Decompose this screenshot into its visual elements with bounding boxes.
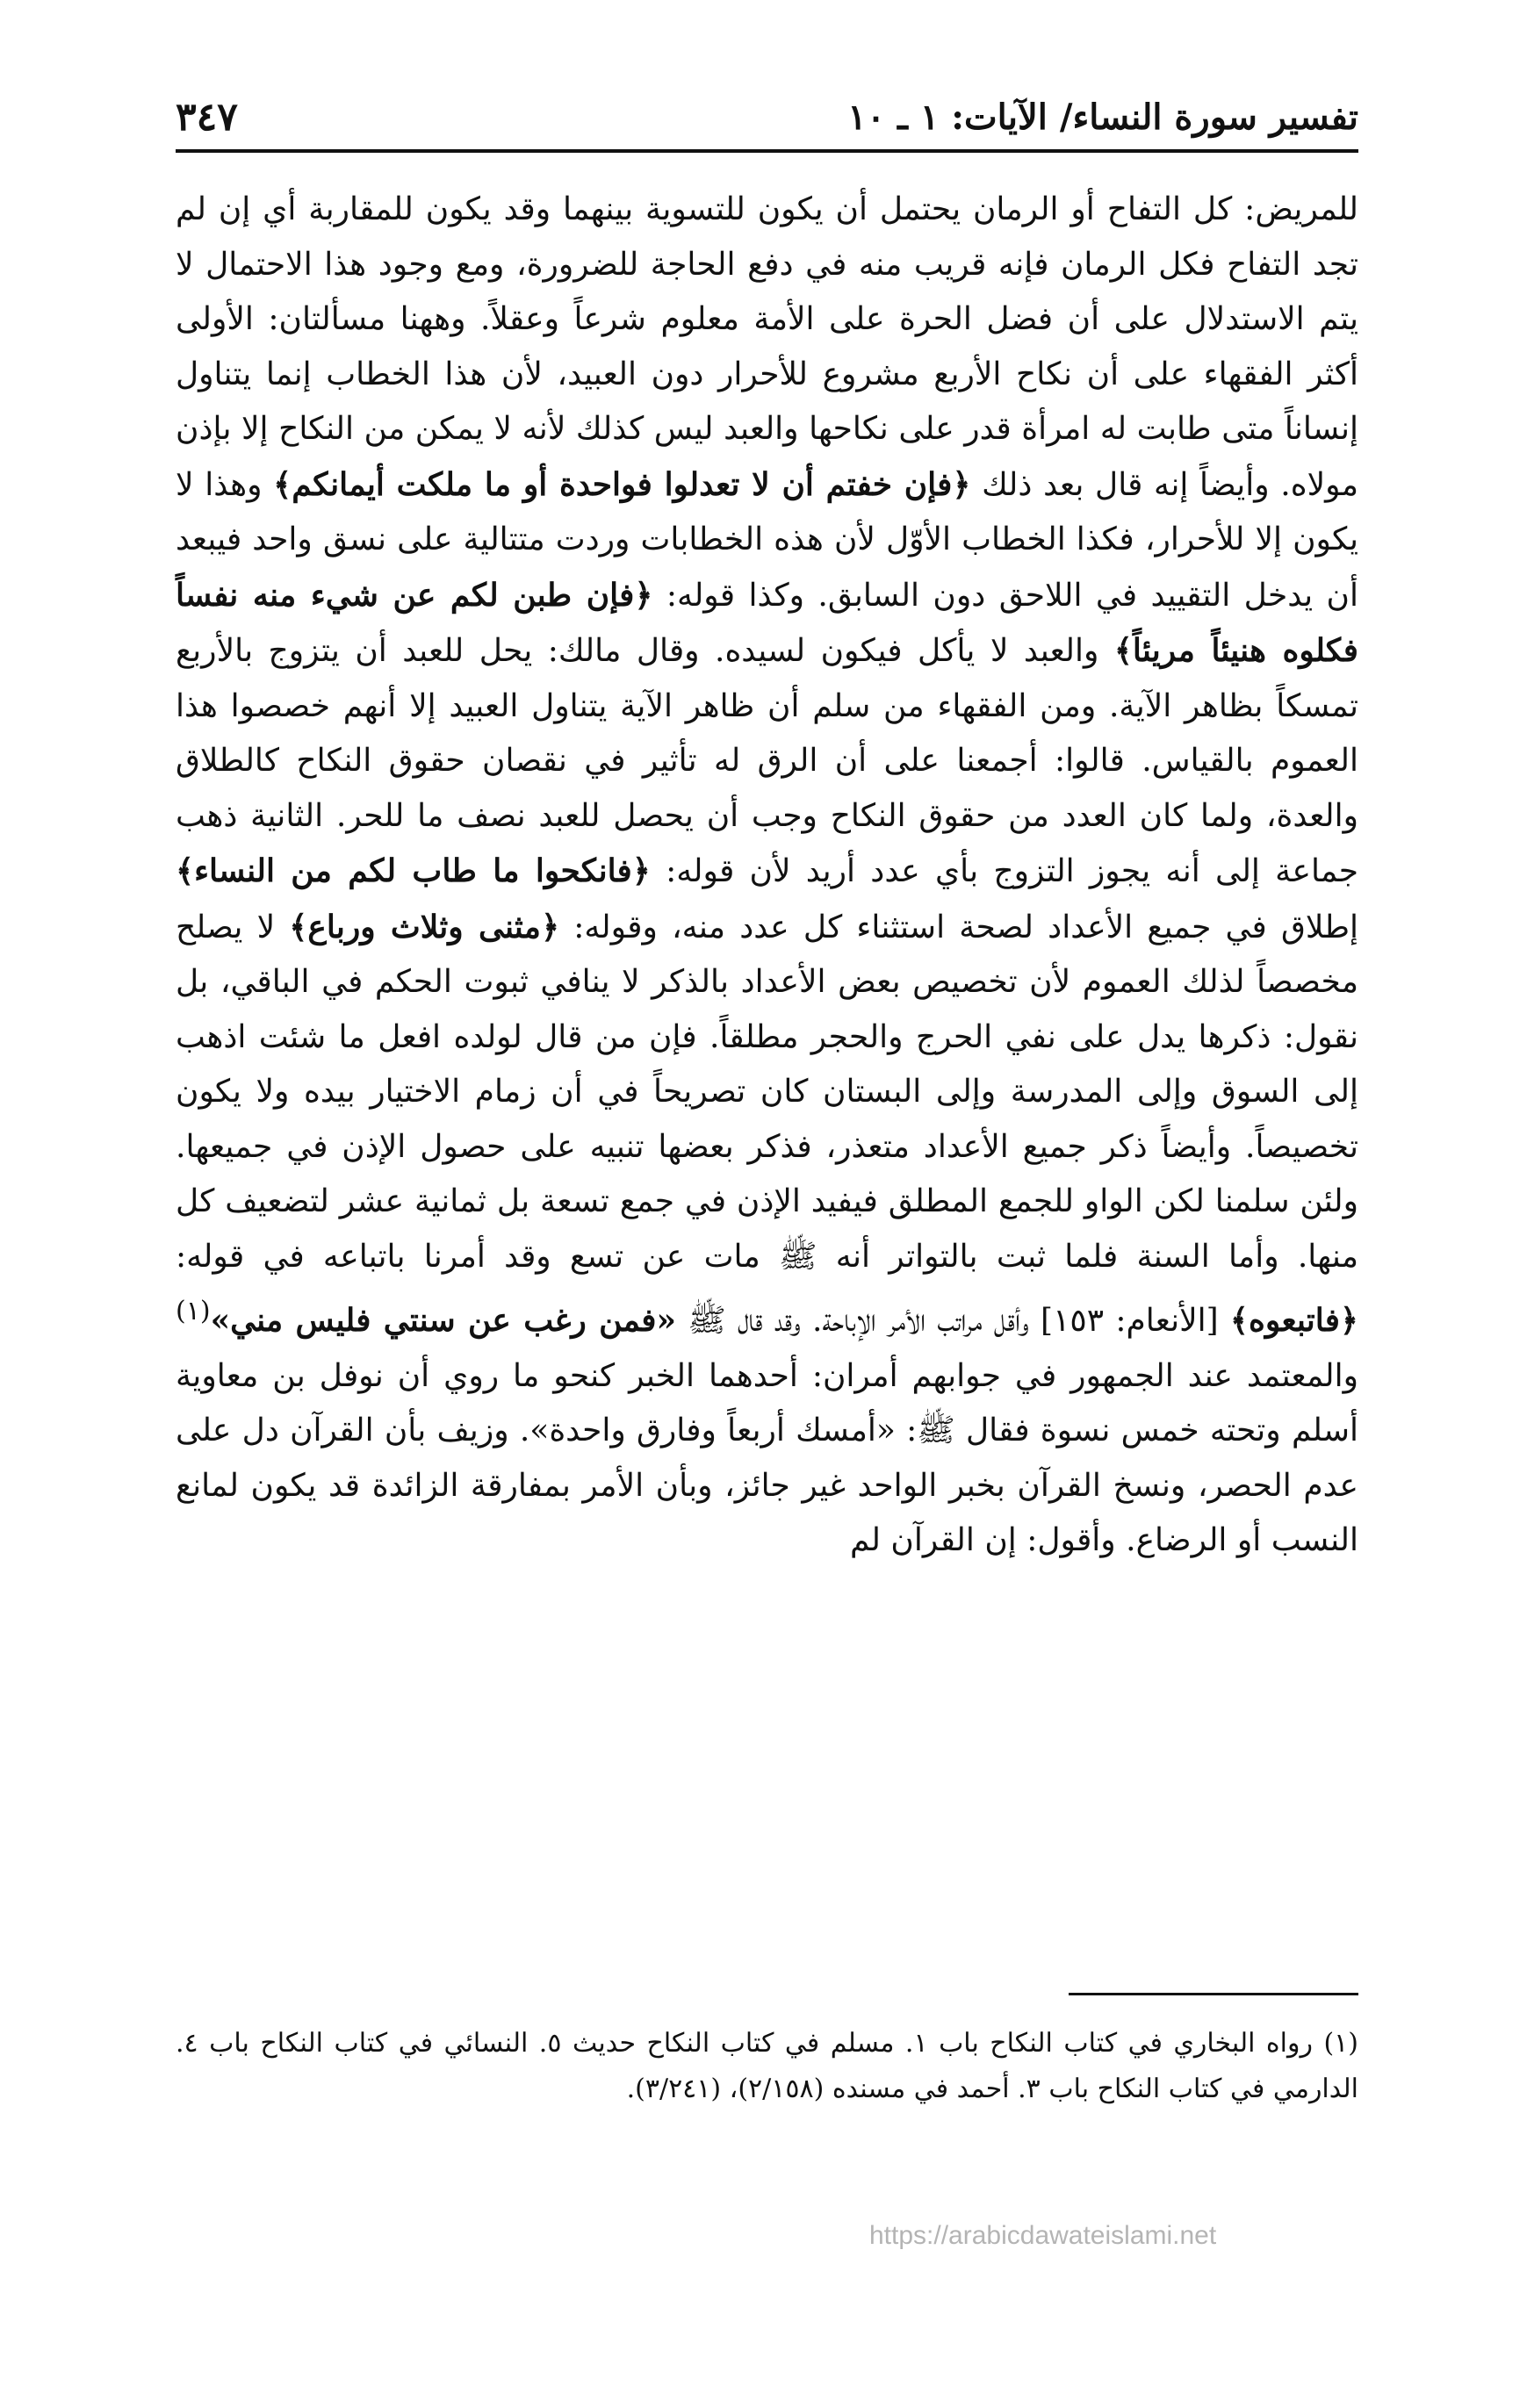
- text-run: إطلاق في جميع الأعداد لصحة استثناء كل عدد منه، وقوله:: [559, 909, 1359, 945]
- running-title: تفسير سورة النساء/ الآيات: ١ ـ ١٠: [847, 96, 1358, 138]
- text-run: للمريض: كل التفاح أو الرمان يحتمل أن يكون للتسوية بينهما وقد يكون للمقاربة أي إن لم تجد التفاح فكل الرمان فإنه قريب منه في دفع الحاجة للضرورة، ومع وجود هذا الاحتمال لا يتم الاستدلال على أن فضل الحرة على الأمة معلوم شرعاً وعقلاً. وههنا مسألتان: الأولى أكثر الفقهاء على أن نكاح الأربع مشروع للأحرار دون العبيد، لأن هذا الخطاب إنما يتناول إنساناً متى طابت له امرأة قدر على نكاحها والعبد ليس كذلك لأنه لا يمكن من النكاح إلا بإذن مولاه. وأيضاً إنه قال بعد ذلك: [176, 191, 1359, 503]
- text-run: والعبد لا يأكل فيكون لسيده. وقال مالك: يحل للعبد أن يتزوج بالأربع تمسكاً بظاهر الآية. ومن الفقهاء من سلم أن ظاهر الآية يتناول العبيد إلا أنهم خصصوا هذا العموم بالقياس. قالوا: أجمعنا على أن الرق له تأثير في نقصان حقوق النكاح كالطلاق والعدة، ولما كان العدد من حقوق النكاح وجب أن يحصل للعبد نصف ما للحر. الثانية ذهب جماعة إلى أنه يجوز التزوج بأي عدد أريد لأن قوله:: [176, 633, 1358, 889]
- quran-verse: ﴿فإن طبن لكم عن شيء منه نفساً فكلوه هنيئاً مريئاً﴾: [176, 576, 1358, 669]
- page-number: ٣٤٧: [176, 94, 238, 140]
- footnote-divider: [1069, 1993, 1358, 1995]
- hadith-quote: «فمن رغب عن سنتي فليس مني»: [210, 1302, 677, 1339]
- text-run: [الأنعام: ١٥٣] وأقل مراتب الأمر الإباحة. وقد قال ﷺ: [676, 1303, 1230, 1339]
- footnote-1: (١) رواه البخاري في كتاب النكاح باب ١. مسلم في كتاب النكاح حديث ٥. النسائي في كتاب النكاح باب ٤. الدارمي في كتاب النكاح باب ٣. أحمد في مسنده (٢/١٥٨)، (٣/٢٤١).: [176, 2028, 1358, 2104]
- page-header: [176, 84, 1358, 153]
- text-run: والمعتمد عند الجمهور في جوابهم أمران: أحدهما الخبر كنحو ما روي أن نوفل بن معاوية أسلم وتحته خمس نسوة فقال ﷺ: «أمسك أربعاً وفارق واحدة». وزيف بأن القرآن دل على عدم الحصر، ونسخ القرآن بخبر الواحد غير جائز، وبأن الأمر بمفارقة الزائدة قد يكون لمانع النسب أو الرضاع. وأقول: إن القرآن لم: [176, 1357, 1358, 1558]
- quran-verse: ﴿فاتبعوه﴾: [1229, 1302, 1358, 1339]
- text-run: وهذا لا يكون إلا للأحرار، فكذا الخطاب الأوّل لأن هذه الخطابات وردت متتالية على نسق واحد فيبعد أن يدخل التقييد في اللاحق دون السابق. وكذا قوله:: [176, 466, 1358, 614]
- footnote-reference: (١): [176, 1296, 211, 1326]
- text-run: لا يصلح مخصصاً لذلك العموم لأن تخصيص بعض الأعداد بالذكر لا ينافي ثبوت الحكم في الباقي، بل نقول: ذكرها يدل على نفي الحرج والحجر مطلقاً. فإن من قال لولده افعل ما شئت اذهب إلى السوق وإلى المدرسة وإلى البستان كان تصريحاً في أن زمام الاختيار بيده ولا يكون تخصيصاً. وأيضاً ذكر جميع الأعداد متعذر، فذكر بعضها تنبيه على حصول الإذن في جميعها. ولئن سلمنا لكن الواو للجمع المطلق فيفيد الإذن في جمع تسعة بل ثمانية عشر لتضعيف كل منها. وأما السنة فلما ثبت بالتواتر أنه ﷺ مات عن تسع وقد أمرنا باتباعه في قوله:: [176, 909, 1358, 1275]
- main-text: [176, 183, 1358, 1569]
- quran-verse: ﴿فانكحوا ما طاب لكم من النساء﴾: [176, 852, 651, 889]
- footnotes: [176, 2021, 1358, 2112]
- quran-verse: ﴿مثنى وثلاث ورباع﴾: [289, 908, 560, 945]
- tafsir-paragraph: [176, 183, 1358, 1569]
- quran-verse: ﴿فإن خفتم أن لا تعدلوا فواحدة أو ما ملكت أيمانكم﴾: [273, 465, 971, 503]
- watermark-url: https://arabicdawateislami.net: [869, 2221, 1217, 2250]
